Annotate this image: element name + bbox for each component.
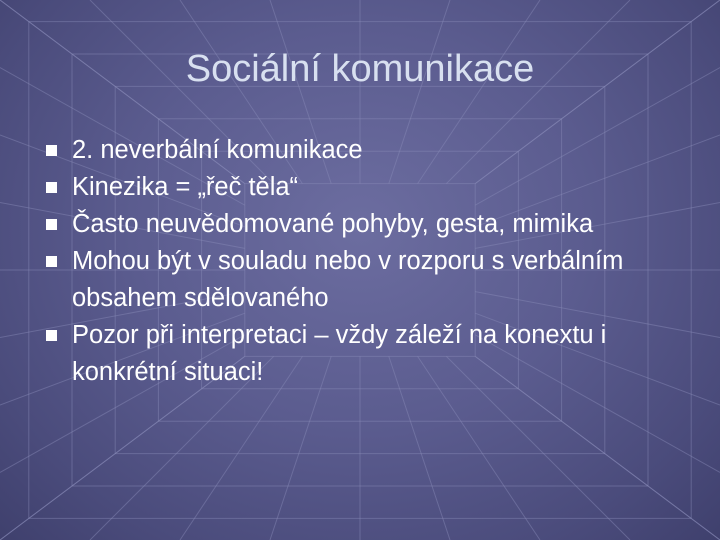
square-bullet-icon: [46, 330, 57, 341]
bullet-text: Pozor při interpretaci – vždy záleží na konextu i konkrétní situaci!: [72, 321, 607, 386]
bullet-item: [46, 132, 686, 169]
bullet-text: Kinezika = „řeč těla“: [72, 173, 299, 201]
bullet-list: [46, 132, 686, 391]
square-bullet-icon: [46, 182, 57, 193]
bullet-item: [46, 206, 686, 243]
slide-title: Sociální komunikace: [185, 48, 535, 90]
bullet-item: [46, 169, 686, 206]
square-bullet-icon: [46, 219, 57, 230]
square-bullet-icon: [46, 145, 57, 156]
bullet-text: 2. neverbální komunikace: [72, 136, 363, 164]
bullet-item: [46, 243, 686, 317]
bullet-item: [46, 317, 686, 391]
bullet-text: Mohou být v souladu nebo v rozporu s verbálním obsahem sdělovaného: [72, 247, 624, 312]
bullet-text: Často neuvědomované pohyby, gesta, mimika: [72, 210, 594, 238]
square-bullet-icon: [46, 256, 57, 267]
